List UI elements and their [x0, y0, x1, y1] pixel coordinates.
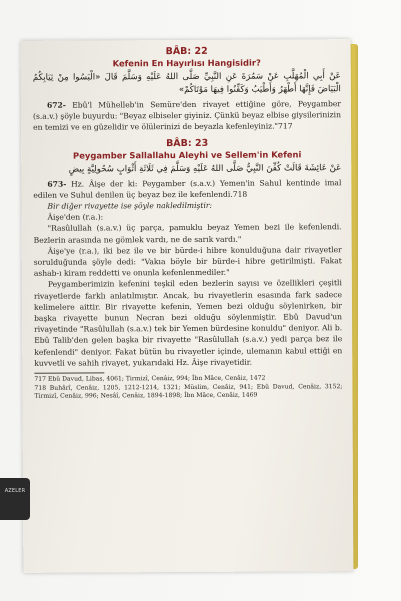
- chapter-22-subtitle: Kefenin En Hayırlısı Hangisidir?: [112, 57, 261, 69]
- hadith-673-text: Hz. Âişe der ki: Peygamber (s.a.v.) Yemen'in Sahul kentinde imal edilen ve Suhul denilen üç beyaz bez ile kefenlendi.718: [33, 177, 342, 200]
- hadith-672-number: 672-: [46, 100, 66, 110]
- footnote-separator: [34, 372, 104, 373]
- hadith-673: [33, 177, 341, 201]
- page-content: [33, 45, 343, 401]
- hadith-672: [33, 98, 341, 133]
- book-page: [21, 39, 354, 573]
- narrator-line: Âişe'den (r.a.):: [47, 212, 104, 222]
- footnote-717: 717 Ebû Davud, Libas, 4061; Tirmizî, Cenâiz, 994; İbn Mâce, Cenâiz, 1472: [34, 374, 266, 383]
- chapter-22-arabic-text: عَنْ أَبِي الْمُهَلَّبِ عَنْ سَمُرَةَ عَنِ النَّبِيِّ صَلَّى اللهُ عَلَيْهِ وَسَلَّمَ قَالَ «الْبَسُوا مِنْ ثِيَابِكُمُ الْبَيَاضَ فَإِنَّهَا أَطْهَرُ وَأَطْيَبُ وَكَفِّنُوا فِيهَا مَوْتَاكُمْ»: [32, 71, 341, 96]
- footnote-718: 718 Buhârî, Cenâiz, 1205, 1212-1214, 1321; Müslim, Cenâiz, 941; Ebû Davud, Cenâiz, 3152; Tirmizî, Cenâiz, 996; Nesâî, Cenâiz, 1894-1898; İbn Mâce, Cenâiz, 1469: [34, 382, 343, 401]
- side-tab-label: AZELER: [4, 488, 26, 494]
- chapter-23-title: BÂB: 23: [166, 137, 209, 149]
- narration-burde: Âişe'ye (r.a.), iki bez ile ve bir bürde-i hibre konulduğuna dair rivayetler sorulduğunda şöyle dedi: "Vakıa böyle bir bürde-i hibre getirilmişti. Fakat ashab-ı kiram reddetti ve onunla kefenlenmediler.": [33, 245, 342, 279]
- chapter-23-arabic-text: عَنْ عَائِشَةَ قَالَتْ كُفِّنَ النَّبِيُّ صَلَّى اللهُ عَلَيْهِ وَسَلَّمَ فِي ثَلَاثَةِ أَثْوَابٍ سُحُولِيَّةٍ بِيضٍ: [68, 162, 342, 175]
- hadith-673-number: 673-: [47, 179, 67, 189]
- commentary-paragraph: Peygamberimizin kefenini teşkil eden bezlerin sayısı ve özellikleri çeşitli rivayetlerde farklı anlatılmıştır. Ancak, bu rivayetlerin esasında fark sadece kelimelere aittir. Bir rivayette kefenin, Yemen bezi olduğu söylenirken, bir başka rivayette bunun Necran bezi olduğu söylenmiştir. Ebû Davud'un rivayetinde "Rasûlullah (s.a.v.) tek bir Yemen bürdesine konuldu" deniyor. Ali b. Ebû Talib'den gelen başka bir rivayette "Rasûlullah (s.a.v.) yedi parça bez ile kefenlendi" deniyor. Fakat bütün bu rivayetler içinde, ulemanın kabul ettiği en kuvvetli ve sahih rivayet, yukarıdaki Hz. Âişe rivayetidir.: [33, 278, 343, 368]
- chapter-23-subtitle: Peygamber Sallallahu Aleyhi ve Sellem'in Kefeni: [73, 149, 302, 161]
- chapter-22-title: BÂB: 22: [165, 45, 208, 58]
- hadith-672-text: Ebû'l Mühelleb'in Semüre'den rivayet ettiğine göre, Peygamber (s.a.v.) şöyle buyurdu: "Beyaz elbiseler giyiniz. Çünkü beyaz elbise giysilerinizin en temizi ve en güzelidir ve ölülerinizi de beyazla kefenleyiniz."717: [32, 99, 342, 133]
- thumb-shadow: [0, 478, 30, 520]
- narration-quote: "Rasûlullah (s.a.v.) üç parça, pamuklu beyaz Yemen bezi ile kefenlendi. Bezlerin arasında ne gömlek vardı, ne de sarık vardı.": [33, 222, 342, 245]
- alternate-narration-intro: Bir diğer rivayette ise şöyle nakledilmiştir:: [47, 200, 213, 211]
